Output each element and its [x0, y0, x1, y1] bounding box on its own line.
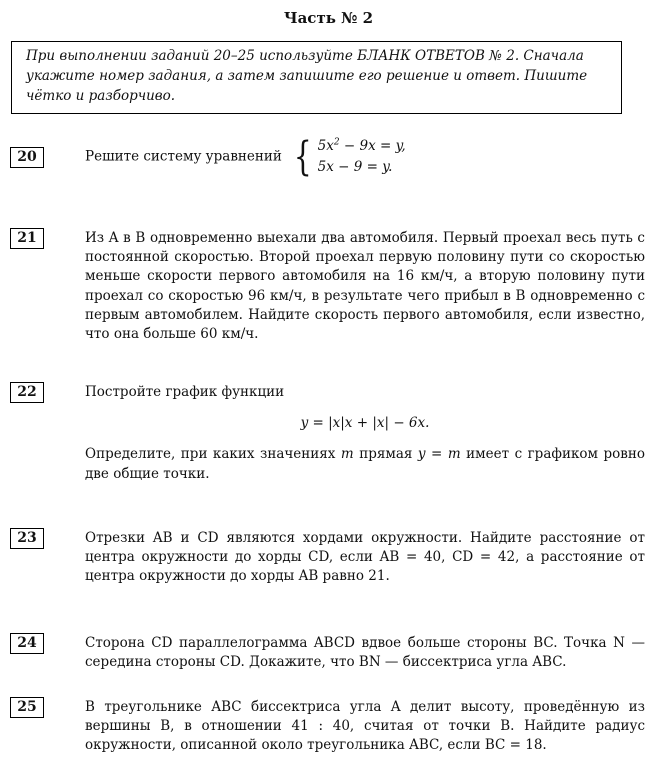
task-22-line1: Постройте график функции	[85, 384, 285, 400]
task-number-24: 24	[10, 633, 44, 654]
task-20-text	[85, 136, 645, 178]
page-title: Часть № 2	[283, 9, 374, 27]
task-22-text	[85, 383, 645, 484]
equation-2: 5x − 9 = y.	[317, 159, 393, 175]
equation-1: $5x^2 - 9x = y$,	[317, 137, 406, 154]
task-22-formula: y = |x|x + |x| − 6x.	[300, 415, 430, 432]
task-number-22: 22	[10, 382, 44, 403]
equation-system	[290, 136, 406, 178]
task-number-20: 20	[10, 147, 44, 168]
task-20-prefix: Решите систему уравнений	[85, 148, 282, 165]
task-23-text: Отрезки AB и CD являются хордами окружности. Найдите расстояние от центра окружности до хорды CD, если AB = 40, CD = 42, а расстояние от центра окружности до хорды AB равно 21.	[85, 530, 645, 585]
task-number-25: 25	[10, 697, 44, 718]
task-24-text: Сторона CD параллелограмма ABCD вдвое больше стороны BC. Точка N — середина стороны CD. Докажите, что BN — биссектриса угла ABC.	[85, 635, 645, 671]
task-25-text: В треугольнике ABC биссектриса угла A делит высоту, проведённую из вершины B, в отношении 41 : 40, считая от точки B. Найдите радиус окружности, описанной около треугольника ABC, если BC = 18.	[85, 699, 645, 754]
brace-symbol: {	[294, 134, 312, 180]
task-22-line2: Определите, при каких значениях m прямая y = m имеет с графиком ровно две общие точки.	[85, 446, 645, 482]
task-number-21: 21	[10, 228, 44, 249]
instructions-box: При выполнении заданий 20–25 используйте БЛАНК ОТВЕТОВ № 2. Сначала укажите номер задания, а затем запишите его решение и ответ. Пишите чётко и разборчиво.	[11, 41, 622, 114]
task-21-text: Из A в B одновременно выехали два автомобиля. Первый проехал весь путь с постоянной скоростью. Второй проехал первую половину пути со скоростью меньше скорости первого автомобиля на 16 км/ч, а вторую половину пути проехал со скоростью 96 км/ч, в результате чего прибыл в B одновременно с первым автомобилем. Найдите скорость первого автомобиля, если известно, что она больше 60 км/ч.	[85, 230, 645, 343]
task-number-23: 23	[10, 528, 44, 549]
